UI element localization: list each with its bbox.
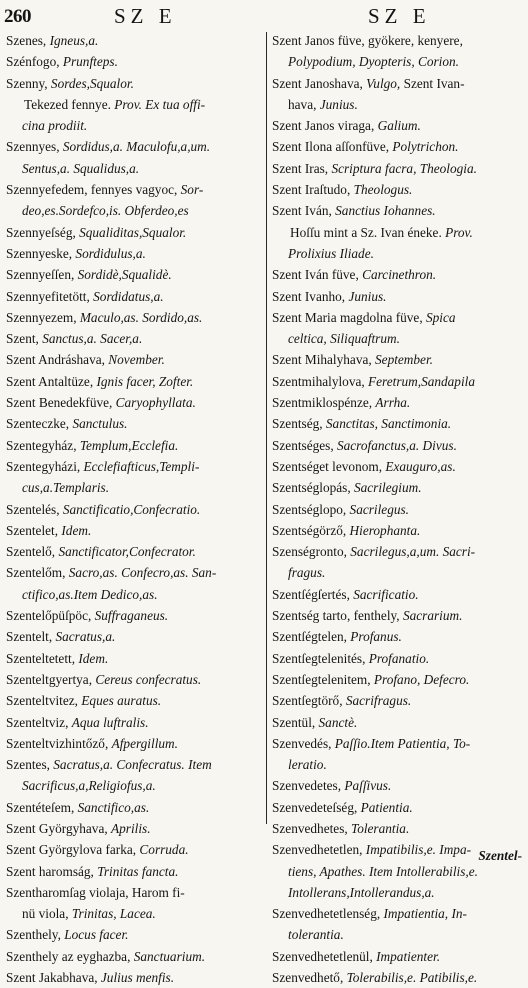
latin-gloss: Caryophyllata. bbox=[115, 395, 196, 411]
dictionary-entry bbox=[6, 499, 264, 520]
running-header-left: SZ E bbox=[114, 4, 177, 28]
dictionary-entry bbox=[272, 115, 526, 136]
dictionary-entry bbox=[272, 73, 526, 94]
dictionary-entry bbox=[272, 626, 526, 647]
dictionary-entry bbox=[272, 328, 526, 349]
latin-gloss: cina prodiit. bbox=[22, 118, 88, 134]
dictionary-entry bbox=[6, 541, 264, 562]
latin-gloss: Suffraganeus. bbox=[94, 608, 169, 624]
hungarian-headword: Szentség, bbox=[272, 416, 323, 432]
hungarian-headword: Szentséges, bbox=[272, 437, 334, 453]
dictionary-entry bbox=[272, 136, 526, 157]
latin-gloss: Sacrificus,a,Religiofus,a. bbox=[22, 778, 156, 794]
dictionary-entry bbox=[6, 286, 264, 307]
latin-gloss: Sor- bbox=[180, 182, 204, 198]
hungarian-headword: Szent Jakabhava, bbox=[6, 970, 98, 986]
dictionary-entry bbox=[272, 733, 526, 754]
dictionary-entry bbox=[6, 584, 264, 605]
dictionary-entry bbox=[6, 775, 264, 796]
dictionary-entry bbox=[272, 903, 526, 924]
dictionary-entry bbox=[272, 924, 526, 945]
latin-gloss: Patientia. bbox=[360, 799, 413, 815]
latin-gloss: Templum,Ecclefia. bbox=[79, 437, 179, 453]
dictionary-entry bbox=[6, 115, 264, 136]
latin-gloss: Sanctius Iohannes. bbox=[335, 203, 436, 219]
hungarian-headword: Szenvedeteſség, bbox=[272, 799, 358, 815]
latin-gloss: Vulgo, bbox=[366, 75, 401, 91]
latin-gloss: Sanctifico,as. bbox=[77, 799, 150, 815]
dictionary-entry bbox=[6, 30, 264, 51]
hungarian-headword: Szent Andráshava, bbox=[6, 352, 105, 368]
latin-gloss: Impatientia, In- bbox=[383, 906, 467, 922]
latin-gloss: Sordidulus,a. bbox=[75, 245, 146, 261]
dictionary-entry bbox=[6, 967, 264, 988]
hungarian-headword: Szent Ivan- bbox=[403, 75, 465, 91]
hungarian-headword: Szennyeſſen, bbox=[6, 267, 75, 283]
dictionary-entry bbox=[272, 264, 526, 285]
dictionary-entry bbox=[6, 562, 264, 583]
hungarian-headword: nü viola, bbox=[22, 906, 69, 922]
hungarian-headword: Szent Antaltüze, bbox=[6, 373, 94, 389]
hungarian-headword: Hoſſu mint a Sz. Ivan éneke. bbox=[290, 224, 442, 240]
dictionary-entry bbox=[6, 435, 264, 456]
latin-gloss: tolerantia. bbox=[288, 927, 344, 943]
hungarian-headword: Szentelő, bbox=[6, 544, 56, 560]
hungarian-headword: Szenvedhetetlenül, bbox=[272, 948, 373, 964]
latin-gloss: Aqua luftralis. bbox=[71, 714, 149, 730]
dictionary-entry bbox=[6, 94, 264, 115]
dictionary-entry bbox=[272, 562, 526, 583]
hungarian-headword: Szent Ilona aſſonfüve, bbox=[272, 139, 390, 155]
hungarian-headword: Szent Iván füve, bbox=[272, 267, 359, 283]
latin-gloss: Eques auratus. bbox=[81, 693, 162, 709]
latin-gloss: Ecclefiafticus,Templi- bbox=[83, 458, 200, 474]
latin-gloss: Sacrofanctus,a. Divus. bbox=[336, 437, 457, 453]
latin-gloss: Hierophanta. bbox=[349, 522, 421, 538]
latin-gloss: September. bbox=[375, 352, 433, 368]
hungarian-headword: Szent Györgyhava, bbox=[6, 820, 108, 836]
dictionary-entry bbox=[6, 861, 264, 882]
latin-gloss: Sordidè,Squalidè. bbox=[77, 267, 172, 283]
latin-gloss: Sacrifragus. bbox=[345, 693, 412, 709]
latin-gloss: Junius. bbox=[319, 96, 358, 112]
dictionary-entry bbox=[6, 328, 264, 349]
hungarian-headword: Szentelőm, bbox=[6, 565, 66, 581]
dictionary-entry bbox=[6, 158, 264, 179]
dictionary-entry bbox=[272, 818, 526, 839]
hungarian-headword: Szent haromság, bbox=[6, 863, 94, 879]
latin-gloss: fragus. bbox=[288, 565, 326, 581]
hungarian-headword: Szentſegtelenitem, bbox=[272, 671, 371, 687]
dictionary-entry bbox=[272, 477, 526, 498]
latin-gloss: Profanatio. bbox=[368, 650, 430, 666]
latin-gloss: Scriptura facra, Theologia. bbox=[331, 160, 477, 176]
hungarian-headword: Szentelés, bbox=[6, 501, 60, 517]
dictionary-entry bbox=[272, 499, 526, 520]
dictionary-entry bbox=[272, 520, 526, 541]
hungarian-headword: Szentségörző, bbox=[272, 522, 347, 538]
hungarian-headword: Szentmiklospénze, bbox=[272, 395, 373, 411]
latin-gloss: Sordidatus,a. bbox=[93, 288, 164, 304]
latin-gloss: Ignis facer, Zofter. bbox=[96, 373, 194, 389]
running-header-right: SZ E bbox=[368, 4, 431, 28]
latin-gloss: Exauguro,as. bbox=[385, 458, 456, 474]
dictionary-entry bbox=[6, 392, 264, 413]
dictionary-entry bbox=[6, 797, 264, 818]
hungarian-headword: Szenes, bbox=[6, 33, 47, 48]
hungarian-headword: Szentſégſertés, bbox=[272, 586, 350, 602]
hungarian-headword: Szennyezem, bbox=[6, 309, 77, 325]
hungarian-headword: Tekezed fennye. bbox=[24, 96, 111, 112]
latin-gloss: Prov. bbox=[445, 224, 473, 240]
latin-gloss: Profanus. bbox=[350, 629, 402, 645]
dictionary-entry bbox=[272, 967, 526, 988]
latin-gloss: Sentus,a. Squalidus,a. bbox=[22, 160, 140, 176]
dictionary-entry bbox=[6, 754, 264, 775]
latin-gloss: tiens, Apathes. Item Intollerabilis,e. bbox=[288, 863, 478, 879]
latin-gloss: Trinitas fancta. bbox=[97, 863, 179, 879]
hungarian-headword: Szennyefedem, fennyes vagyoc, bbox=[6, 182, 178, 198]
hungarian-headword: Szenvedhető, bbox=[272, 970, 344, 986]
dictionary-entry bbox=[272, 371, 526, 392]
dictionary-entry bbox=[272, 435, 526, 456]
dictionary-entry bbox=[6, 264, 264, 285]
hungarian-headword: Szenteltgyertya, bbox=[6, 671, 93, 687]
hungarian-headword: Szentharomſag violaja, Harom fi- bbox=[6, 884, 185, 900]
latin-gloss: Trinitas, Lacea. bbox=[71, 906, 156, 922]
hungarian-headword: Szenségronto, bbox=[272, 544, 347, 560]
left-column bbox=[6, 30, 264, 988]
latin-gloss: Polytrichon. bbox=[392, 139, 459, 155]
dictionary-entry bbox=[6, 349, 264, 370]
latin-gloss: Sordes,Squalor. bbox=[50, 75, 134, 91]
dictionary-entry bbox=[6, 839, 264, 860]
right-column bbox=[272, 30, 526, 988]
dictionary-entry bbox=[6, 946, 264, 967]
dictionary-entry bbox=[6, 73, 264, 94]
dictionary-entry bbox=[6, 733, 264, 754]
hungarian-headword: Szentéteſem, bbox=[6, 799, 75, 815]
hungarian-headword: Szenvedés, bbox=[272, 735, 332, 751]
dictionary-entry bbox=[6, 200, 264, 221]
hungarian-headword: Szentséglopo, bbox=[272, 501, 347, 517]
hungarian-headword: Szent Iraſtudo, bbox=[272, 182, 351, 198]
hungarian-headword: Szentség tarto, fenthely, bbox=[272, 608, 400, 624]
hungarian-headword: Szent, bbox=[6, 331, 39, 347]
hungarian-headword: Szenvedetes, bbox=[272, 778, 342, 794]
dictionary-entry bbox=[6, 712, 264, 733]
hungarian-headword: Szent Mihalyhava, bbox=[272, 352, 372, 368]
dictionary-entry bbox=[272, 30, 526, 51]
latin-gloss: Tolerabilis,e. Patibilis,e. bbox=[346, 970, 478, 986]
hungarian-headword: Szentül, bbox=[272, 714, 316, 730]
latin-gloss: Prov. Ex tua offi- bbox=[114, 96, 206, 112]
hungarian-headword: Szent Janoshava, bbox=[272, 75, 363, 91]
hungarian-headword: Szénfogo, bbox=[6, 54, 60, 70]
dictionary-entry bbox=[272, 413, 526, 434]
hungarian-headword: hava, bbox=[288, 96, 317, 112]
latin-gloss: Carcinethron. bbox=[362, 267, 437, 283]
dictionary-entry bbox=[6, 605, 264, 626]
hungarian-headword: Szentelt, bbox=[6, 629, 53, 645]
latin-gloss: Arrha. bbox=[375, 395, 411, 411]
latin-gloss: Sacrilegus. bbox=[349, 501, 410, 517]
dictionary-entry bbox=[272, 158, 526, 179]
latin-gloss: Sacratus,a. Confecratus. Item bbox=[53, 757, 212, 773]
latin-gloss: Cereus confecratus. bbox=[95, 671, 202, 687]
hungarian-headword: Szentſegtörő, bbox=[272, 693, 343, 709]
latin-gloss: Galium. bbox=[377, 118, 421, 134]
hungarian-headword: Szenthely, bbox=[6, 927, 61, 943]
dictionary-entry bbox=[272, 51, 526, 72]
hungarian-headword: Szent Ivanho, bbox=[272, 288, 346, 304]
hungarian-headword: Szennyeſség, bbox=[6, 224, 76, 240]
latin-gloss: Profano, Defecro. bbox=[373, 671, 470, 687]
dictionary-entry bbox=[272, 797, 526, 818]
latin-gloss: Corruda. bbox=[139, 842, 189, 858]
latin-gloss: Idem. bbox=[78, 650, 109, 666]
hungarian-headword: Szenteltetett, bbox=[6, 650, 76, 666]
hungarian-headword: Szenvedhetes, bbox=[272, 820, 348, 836]
dictionary-entry bbox=[6, 371, 264, 392]
dictionary-entry bbox=[272, 690, 526, 711]
page-number: 260 bbox=[4, 6, 31, 27]
dictionary-entry bbox=[6, 456, 264, 477]
latin-gloss: Sanctus,a. Sacer,a. bbox=[42, 331, 143, 347]
latin-gloss: Locus facer. bbox=[64, 927, 129, 943]
hungarian-headword: Szenteczke, bbox=[6, 416, 70, 432]
latin-gloss: Afpergillum. bbox=[111, 735, 178, 751]
latin-gloss: Impatienter. bbox=[376, 948, 441, 964]
dictionary-entry bbox=[272, 648, 526, 669]
hungarian-headword: Szent Iras, bbox=[272, 160, 329, 176]
hungarian-headword: Szenteltvitez, bbox=[6, 693, 78, 709]
hungarian-headword: Szenteltviz, bbox=[6, 714, 69, 730]
latin-gloss: Idem. bbox=[61, 522, 92, 538]
latin-gloss: Sacrilegium. bbox=[353, 480, 422, 496]
latin-gloss: Sanctificator,Confecrator. bbox=[58, 544, 196, 560]
latin-gloss: Igneus,a. bbox=[49, 33, 99, 48]
dictionary-entry bbox=[6, 243, 264, 264]
hungarian-headword: Szenvedhetetlen, bbox=[272, 842, 363, 858]
latin-gloss: Feretrum,Sandapila bbox=[368, 373, 475, 389]
hungarian-headword: Szentegyház, bbox=[6, 437, 77, 453]
latin-gloss: Maculo,as. Sordido,as. bbox=[79, 309, 203, 325]
dictionary-entry bbox=[272, 605, 526, 626]
dictionary-entry bbox=[272, 456, 526, 477]
latin-gloss: Julius menfis. bbox=[100, 970, 175, 986]
hungarian-headword: Szennyefitetött, bbox=[6, 288, 90, 304]
dictionary-entry bbox=[272, 200, 526, 221]
latin-gloss: Sacrificatio. bbox=[353, 586, 419, 602]
dictionary-entry bbox=[272, 179, 526, 200]
hungarian-headword: Szentelet, bbox=[6, 522, 59, 538]
dictionary-entry bbox=[272, 946, 526, 967]
hungarian-headword: Szennyes, bbox=[6, 139, 60, 155]
dictionary-entry bbox=[272, 349, 526, 370]
hungarian-headword: Szenvedhetetlenség, bbox=[272, 906, 381, 922]
dictionary-entry bbox=[6, 924, 264, 945]
hungarian-headword: Szenny, bbox=[6, 75, 48, 91]
hungarian-headword: Szent Janos viraga, bbox=[272, 118, 375, 134]
dictionary-entry bbox=[6, 413, 264, 434]
hungarian-headword: Szent Györgylova farka, bbox=[6, 842, 137, 858]
latin-gloss: Sanctè. bbox=[318, 714, 358, 730]
dictionary-entry bbox=[272, 392, 526, 413]
dictionary-entry bbox=[272, 584, 526, 605]
latin-gloss: Polypodium, Dyopteris, Corion. bbox=[288, 54, 460, 70]
latin-gloss: deo,es.Sordefco,is. Obferdeo,es bbox=[22, 203, 189, 219]
hungarian-headword: Szentſégtelen, bbox=[272, 629, 347, 645]
latin-gloss: Sanctificatio,Confecratio. bbox=[62, 501, 201, 517]
dictionary-entry bbox=[6, 520, 264, 541]
latin-gloss: Sacrarium. bbox=[402, 608, 463, 624]
dictionary-entry bbox=[6, 690, 264, 711]
latin-gloss: November. bbox=[108, 352, 165, 368]
latin-gloss: Sacro,as. Confecro,as. San- bbox=[68, 565, 217, 581]
dictionary-entry bbox=[6, 903, 264, 924]
latin-gloss: Squaliditas,Squalor. bbox=[79, 224, 187, 240]
latin-gloss: Aprilis. bbox=[111, 820, 151, 836]
dictionary-entry bbox=[6, 179, 264, 200]
latin-gloss: Spica bbox=[425, 309, 456, 325]
dictionary-entry bbox=[272, 669, 526, 690]
hungarian-headword: Szentséget levonom, bbox=[272, 458, 383, 474]
dictionary-entry bbox=[6, 818, 264, 839]
dictionary-entry bbox=[272, 541, 526, 562]
hungarian-headword: Szent Janos füve, gyökere, kenyere, bbox=[272, 33, 463, 48]
dictionary-entry bbox=[6, 307, 264, 328]
hungarian-headword: Szennyeske, bbox=[6, 245, 73, 261]
latin-gloss: Prunfteps. bbox=[62, 54, 118, 70]
dictionary-entry bbox=[272, 754, 526, 775]
dictionary-entry bbox=[6, 136, 264, 157]
hungarian-headword: Szenthely az eyghazba, bbox=[6, 948, 131, 964]
latin-gloss: Intollerans,Intollerandus,a. bbox=[288, 884, 435, 900]
dictionary-entry bbox=[6, 648, 264, 669]
latin-gloss: Junius. bbox=[348, 288, 387, 304]
catchword: Szentel- bbox=[478, 848, 522, 863]
dictionary-entry bbox=[272, 307, 526, 328]
dictionary-entry bbox=[272, 286, 526, 307]
latin-gloss: leratio. bbox=[288, 757, 327, 773]
dictionary-entry bbox=[272, 775, 526, 796]
latin-gloss: ctifico,as.Item Dedico,as. bbox=[22, 586, 158, 602]
hungarian-headword: Szentegyházi, bbox=[6, 458, 81, 474]
dictionary-entry bbox=[272, 712, 526, 733]
hungarian-headword: Szentes, bbox=[6, 757, 50, 773]
hungarian-headword: Szent Maria magdolna füve, bbox=[272, 309, 423, 325]
hungarian-headword: Szent Iván, bbox=[272, 203, 332, 219]
latin-gloss: Prolixius Iliade. bbox=[288, 245, 374, 261]
dictionary-entry bbox=[6, 477, 264, 498]
column-divider bbox=[266, 32, 267, 824]
hungarian-headword: Szentséglopás, bbox=[272, 480, 351, 496]
latin-gloss: Impatibilis,e. Impa- bbox=[365, 842, 472, 858]
dictionary-entry bbox=[6, 222, 264, 243]
latin-gloss: Sordidus,a. Maculofu,a,um. bbox=[62, 139, 211, 155]
latin-gloss: Tolerantia. bbox=[351, 820, 410, 836]
latin-gloss: celtica, Siliquaftrum. bbox=[288, 331, 400, 347]
hungarian-headword: Szentelőpüſpöc, bbox=[6, 608, 92, 624]
dictionary-entry bbox=[272, 243, 526, 264]
latin-gloss: Paſſio.Item Patientia, To- bbox=[334, 735, 471, 751]
latin-gloss: cus,a.Templaris. bbox=[22, 480, 110, 496]
latin-gloss: Paſſivus. bbox=[344, 778, 392, 794]
hungarian-headword: Szentſegtelenités, bbox=[272, 650, 366, 666]
latin-gloss: Sacratus,a. bbox=[55, 629, 116, 645]
dictionary-entry bbox=[272, 222, 526, 243]
latin-gloss: Sacrilegus,a,um. Sacri- bbox=[350, 544, 476, 560]
dictionary-entry bbox=[6, 626, 264, 647]
latin-gloss: Sanctitas, Sanctimonia. bbox=[325, 416, 452, 432]
latin-gloss: Sanctulus. bbox=[72, 416, 128, 432]
dictionary-entry bbox=[6, 669, 264, 690]
hungarian-headword: Szentmihalylova, bbox=[272, 373, 365, 389]
latin-gloss: Sanctuarium. bbox=[133, 948, 206, 964]
hungarian-headword: Szent Benedekfüve, bbox=[6, 395, 113, 411]
dictionary-entry bbox=[6, 51, 264, 72]
dictionary-entry bbox=[272, 94, 526, 115]
hungarian-headword: Szenteltvizhintőző, bbox=[6, 735, 109, 751]
latin-gloss: Theologus. bbox=[353, 182, 413, 198]
